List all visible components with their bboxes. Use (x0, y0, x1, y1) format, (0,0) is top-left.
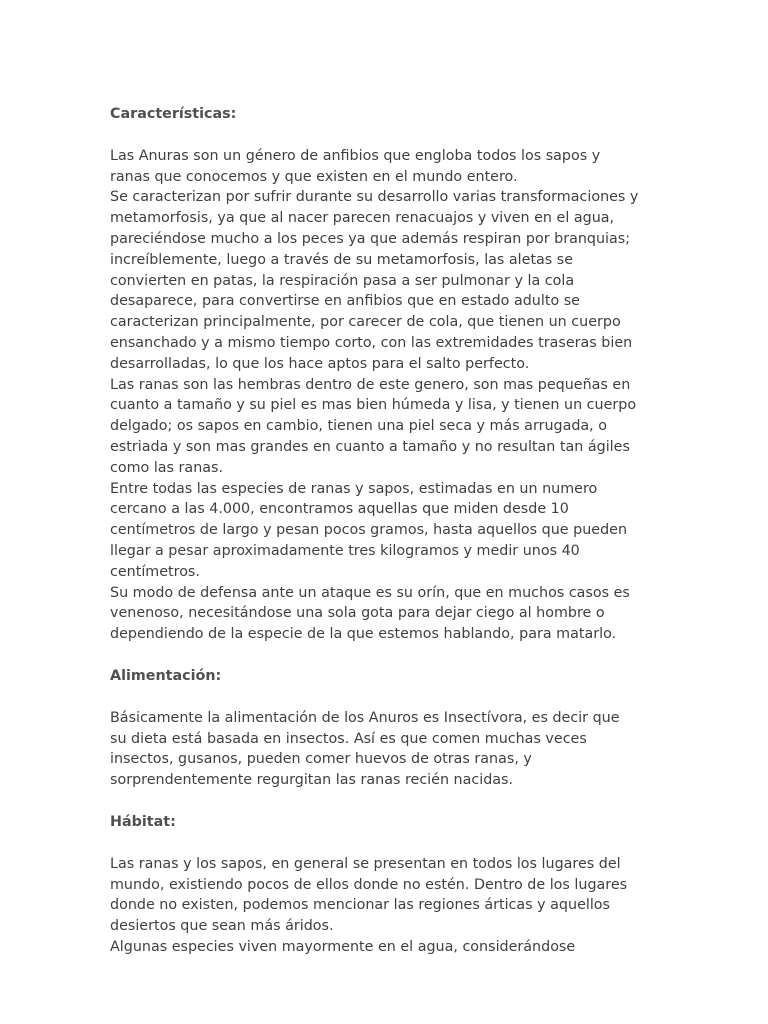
text-line: cercano a las 4.000, encontramos aquellas que miden desde 10 (110, 501, 569, 518)
text-line: ensanchado y a mismo tiempo corto, con las extremidades traseras bien (110, 334, 633, 351)
paragraph (110, 937, 670, 958)
text-line: como las ranas. (110, 459, 224, 476)
section-heading: Hábitat: (110, 813, 176, 830)
document-page (110, 104, 670, 979)
text-line: pareciéndose mucho a los peces ya que además respiran por branquias; (110, 230, 631, 247)
text-line: increíblemente, luego a través de su metamorfosis, las aletas se (110, 251, 574, 268)
text-line: Las ranas y los sapos, en general se presentan en todos los lugares del (110, 855, 621, 872)
paragraph (110, 854, 670, 937)
text-line: Las Anuras son un género de anfibios que engloba todos los sapos y (110, 147, 601, 164)
text-line: mundo, existiendo pocos de ellos donde no estén. Dentro de los lugares (110, 876, 628, 893)
text-line: Básicamente la alimentación de los Anuros es Insectívora, es decir que (110, 709, 620, 726)
text-line: Se caracterizan por sufrir durante su desarrollo varias transformaciones y (110, 189, 639, 206)
section-heading: Alimentación: (110, 667, 222, 684)
section-body (110, 708, 670, 791)
paragraph (110, 708, 670, 791)
text-line: dependiendo de la especie de la que estemos hablando, para matarlo. (110, 626, 617, 643)
paragraph (110, 146, 670, 188)
section-body (110, 146, 670, 645)
text-line: desiertos que sean más áridos. (110, 918, 334, 935)
paragraph (110, 583, 670, 645)
paragraph (110, 375, 670, 479)
section-body (110, 854, 670, 958)
text-line: caracterizan principalmente, por carecer de cola, que tienen un cuerpo (110, 314, 621, 331)
text-line: convierten en patas, la respiración pasa a ser pulmonar y la cola (110, 272, 575, 289)
paragraph (110, 187, 670, 374)
text-line: Algunas especies viven mayormente en el agua, considerándose (110, 938, 576, 955)
text-line: metamorfosis, ya que al nacer parecen renacuajos y viven en el agua, (110, 210, 615, 227)
text-line: sorprendentemente regurgitan las ranas recién nacidas. (110, 772, 514, 789)
text-line: venenoso, necesitándose una sola gota para dejar ciego al hombre o (110, 605, 605, 622)
text-line: desarrolladas, lo que los hace aptos para el salto perfecto. (110, 355, 530, 372)
text-line: su dieta está basada en insectos. Así es que comen muchas veces (110, 730, 587, 747)
section-heading: Características: (110, 106, 237, 122)
text-line: insectos, gusanos, pueden comer huevos de otras ranas, y (110, 751, 532, 768)
text-line: desaparece, para convertirse en anfibios que en estado adulto se (110, 293, 580, 310)
text-line: estriada y son mas grandes en cuanto a tamaño y no resultan tan ágiles (110, 438, 630, 455)
text-line: centímetros de largo y pesan pocos gramos, hasta aquellos que pueden (110, 522, 628, 539)
text-line: delgado; os sapos en cambio, tienen una piel seca y más arrugada, o (110, 418, 608, 435)
text-line: llegar a pesar aproximadamente tres kilogramos y medir unos 40 (110, 542, 580, 559)
text-line: cuanto a tamaño y su piel es mas bien húmeda y lisa, y tienen un cuerpo (110, 397, 637, 414)
text-line: Su modo de defensa ante un ataque es su orín, que en muchos casos es (110, 584, 630, 601)
paragraph (110, 479, 670, 583)
text-line: centímetros. (110, 563, 200, 580)
text-line: ranas que conocemos y que existen en el mundo entero. (110, 168, 518, 185)
text-line: donde no existen, podemos mencionar las regiones árticas y aquellos (110, 897, 610, 914)
text-line: Las ranas son las hembras dentro de este genero, son mas pequeñas en (110, 376, 631, 393)
text-line: Entre todas las especies de ranas y sapos, estimadas en un numero (110, 480, 598, 497)
